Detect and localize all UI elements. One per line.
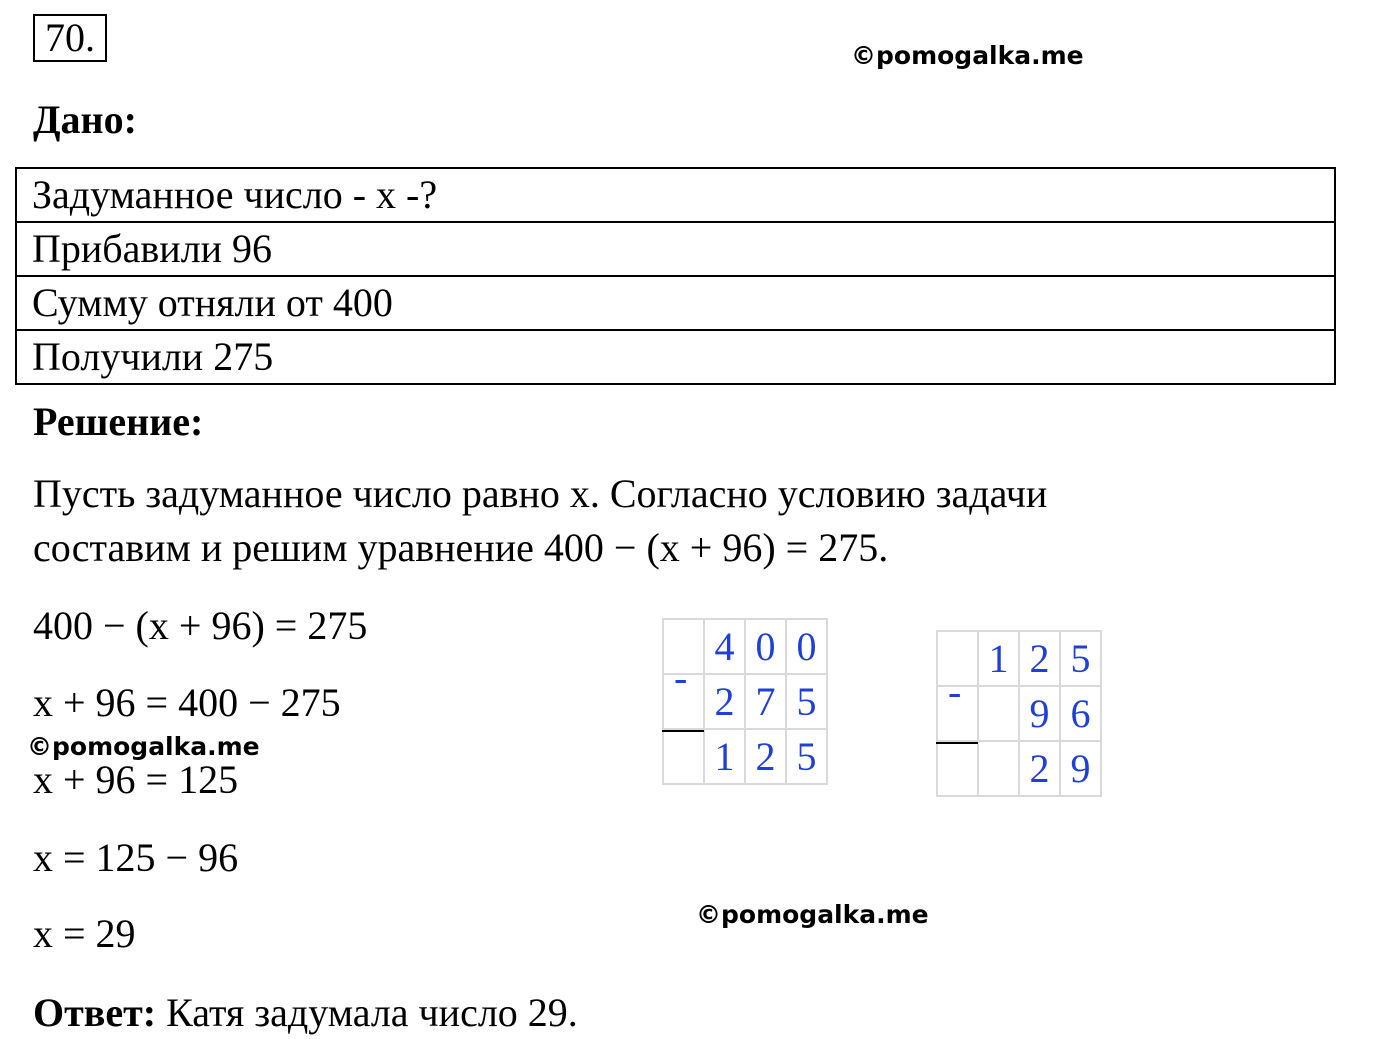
equation-3: х + 96 = 125 <box>33 757 239 802</box>
watermark-top: ©pomogalka.me <box>851 41 1084 70</box>
given-row <box>16 276 1335 330</box>
equation-2: х + 96 = 400 − 275 <box>33 680 341 725</box>
given-row <box>16 168 1335 222</box>
digit-cell: 6 <box>1060 686 1101 741</box>
digit-cell: 2 <box>1019 631 1060 686</box>
equation-1: 400 − (х + 96) = 275 <box>33 603 368 648</box>
given-cell: Прибавили 96 <box>16 222 1335 276</box>
watermark-left: ©pomogalka.me <box>27 732 260 761</box>
digit-cell: 2 <box>704 674 745 729</box>
digit-cell: 2 <box>745 729 786 784</box>
digit-cell: 9 <box>1060 741 1101 796</box>
subtraction-rule-1 <box>662 730 704 732</box>
minus-sign-2: - <box>948 669 962 714</box>
operator-cell <box>663 729 704 784</box>
digit-cell: 0 <box>745 619 786 674</box>
answer-text: Катя задумала число 29. <box>156 990 578 1035</box>
given-row <box>16 222 1335 276</box>
digit-cell <box>978 741 1019 796</box>
digit-cell: 5 <box>786 674 827 729</box>
given-row <box>16 330 1335 384</box>
minus-sign-1: - <box>674 655 688 700</box>
digit-cell: 1 <box>704 729 745 784</box>
watermark-bottom: ©pomogalka.me <box>696 900 929 929</box>
given-cell: Получили 275 <box>16 330 1335 384</box>
equation-5: х = 29 <box>33 911 136 956</box>
solution-paragraph-line-2: составим и решим уравнение 400 − (х + 96) = 275. <box>33 525 889 570</box>
digit-cell: 5 <box>1060 631 1101 686</box>
digit-cell: 2 <box>1019 741 1060 796</box>
solution-paragraph-line-1: Пусть задуманное число равно х. Согласно условию задачи <box>33 471 1048 516</box>
given-cell: Задуманное число - х -? <box>16 168 1335 222</box>
digit-cell: 7 <box>745 674 786 729</box>
digit-cell: 5 <box>786 729 827 784</box>
digit-cell: 1 <box>978 631 1019 686</box>
subtraction-rule-2 <box>936 742 978 744</box>
given-heading: Дано: <box>33 97 137 142</box>
digit-cell <box>978 686 1019 741</box>
given-cell: Сумму отняли от 400 <box>16 276 1335 330</box>
digit-cell: 9 <box>1019 686 1060 741</box>
given-table <box>15 167 1336 385</box>
digit-cell: 4 <box>704 619 745 674</box>
equation-4: х = 125 − 96 <box>33 835 239 880</box>
digit-cell: 0 <box>786 619 827 674</box>
solution-heading: Решение: <box>33 399 204 444</box>
answer-label: Ответ: <box>33 990 157 1035</box>
answer-line <box>33 991 578 1035</box>
problem-number: 70. <box>33 14 107 62</box>
column-subtraction-1 <box>662 618 828 785</box>
operator-cell <box>937 741 978 796</box>
